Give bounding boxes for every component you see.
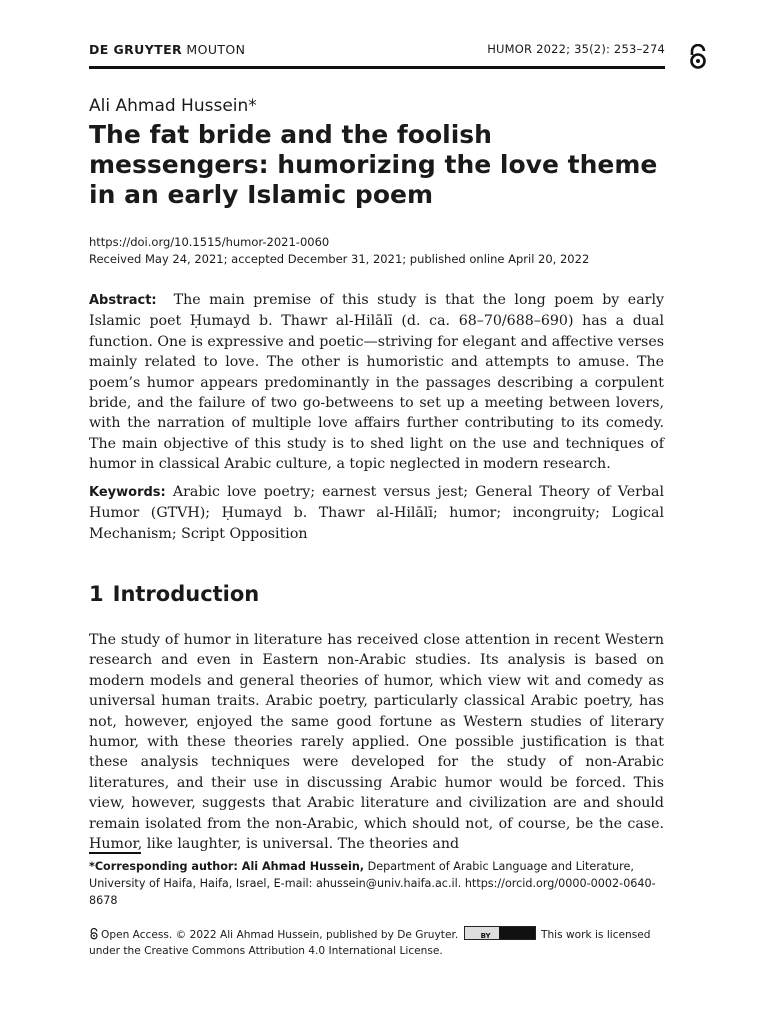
license-text-before: Open Access. © 2022 Ali Ahmad Hussein, published by De Gruyter. [101, 929, 459, 941]
publisher-name [89, 42, 245, 57]
keywords [89, 482, 664, 544]
footnote-label: *Corresponding author: Ali Ahmad Hussein, [89, 860, 365, 873]
license-text-after: This work is licensed under the Creative Commons Attribution 4.0 International License. [89, 929, 651, 957]
publisher-bold: DE GRUYTER [89, 42, 183, 57]
open-access-icon [687, 44, 709, 70]
article-title: The fat bride and the foolish messengers: humorizing the love theme in an early Islamic poem [89, 120, 658, 209]
abstract-label: Abstract: [89, 293, 157, 308]
publisher-rest: MOUTON [186, 42, 246, 57]
section-title: Introduction [112, 582, 260, 606]
keywords-label: Keywords: [89, 485, 166, 500]
section-number: 1 [89, 582, 104, 606]
introduction-text: The study of humor in literature has received close attention in recent Western research and even in Eastern non-Arabic studies. Its analysis is based on modern models and general theories of humor, which view wit and comedy as universal human traits. Arabic poetry, particularly classical Arabic poetry, has not, however, enjoyed the same good fortune as Western studies of literary humor, with these theories rarely applied. One possible justification is that these analysis techniques were developed for the study of non-Arabic literatures, and their use in discussing Arabic humor would be forced. This view, however, suggests that Arabic literature and civilization are and should remain isolated from the non-Arabic, which should not, of course, be the case. Humor, like laughter, is universal. The theories and [89, 632, 664, 853]
journal-reference: HUMOR 2022; 35(2): 253–274 [487, 42, 665, 56]
license-notice [89, 926, 664, 959]
doi-link[interactable]: https://doi.org/10.1515/humor-2021-0060 [89, 235, 330, 249]
abstract-text: The main premise of this study is that the long poem by early Islamic poet Ḥumayd b. Thawr al-Hilālī (d. ca. 68–70/688–690) has a dual function. One is expressive and poetic—striving for elegant and affective verses mainly related to love. The other is humoristic and attempts to amuse. The poem’s humor appears predominantly in the passages describing a corpulent bride, and the failure of two go-betweens to set up a meeting between lovers, with the narration of multiple love affairs further contributing to its comedy. The main objective of this study is to shed light on the use and techniques of humor in classical Arabic culture, a topic neglected in modern research. [89, 292, 664, 473]
open-access-small-icon [89, 928, 99, 940]
publication-dates: Received May 24, 2021; accepted December 31, 2021; published online April 20, 2022 [89, 252, 590, 266]
cc-badge-text: BY [480, 932, 491, 940]
keywords-text: Arabic love poetry; earnest versus jest; General Theory of Verbal Humor (GTVH); Ḥumayd b. Thawr al-Hilālī; humor; incongruity; Logical Mechanism; Script Opposition [89, 484, 664, 542]
corresponding-author-footnote [89, 858, 664, 909]
section-heading [89, 582, 259, 606]
footnote-rule [89, 852, 141, 854]
author-name: Ali Ahmad Hussein* [89, 96, 257, 116]
abstract [89, 290, 664, 475]
cc-by-badge-icon [464, 926, 536, 940]
header-rule [89, 66, 665, 69]
footnote-text: Department of Arabic Language and Literature, University of Haifa, Haifa, Israel, E-mail: ahussein@univ.haifa.ac.il. https://orcid.org/0000-0002-0640-8678 [89, 860, 656, 907]
